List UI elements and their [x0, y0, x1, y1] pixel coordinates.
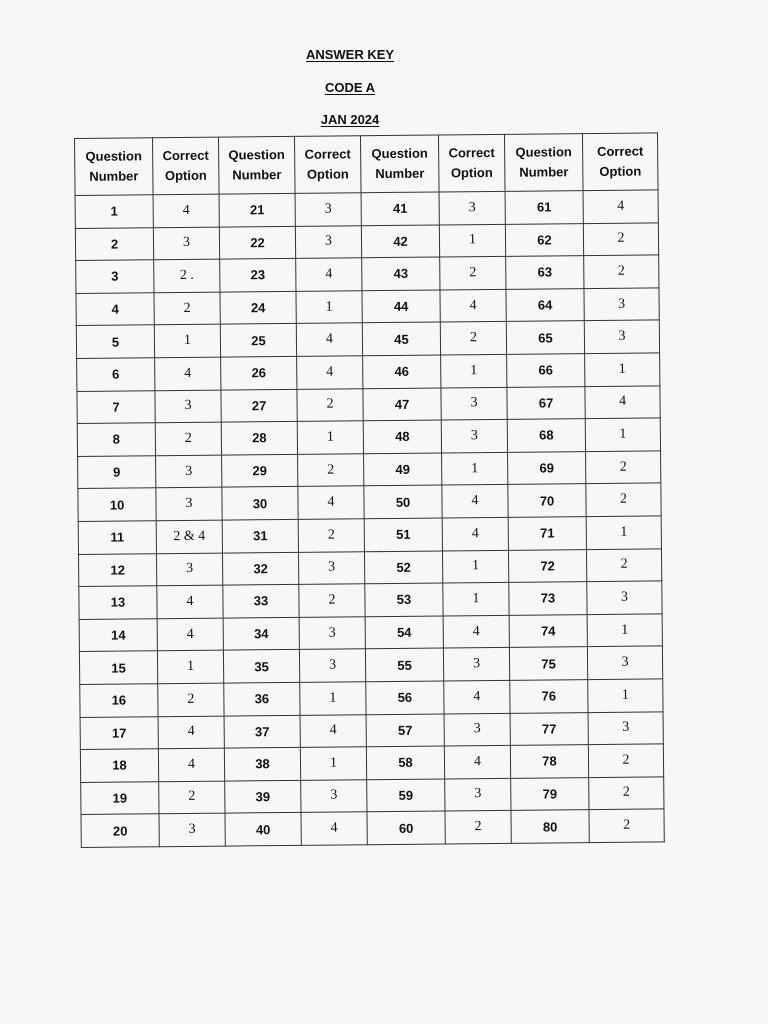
question-number-cell: 65: [506, 321, 584, 354]
question-number-cell: 70: [508, 484, 586, 517]
question-number-cell: 22: [219, 226, 295, 259]
correct-option-cell: 4: [296, 258, 362, 291]
question-number-cell: 37: [224, 715, 300, 748]
correct-option-cell: 4: [296, 323, 362, 356]
correct-option-cell: 2: [586, 548, 661, 581]
correct-option-cell: 3: [588, 711, 663, 744]
correct-option-cell: 2: [445, 811, 511, 844]
table-row: [81, 809, 664, 847]
question-number-cell: 44: [362, 290, 440, 323]
correct-option-cell: 3: [439, 191, 505, 224]
column-header-question-number: Question Number: [360, 135, 439, 193]
correct-option-cell: 2: [297, 388, 363, 421]
question-number-cell: 16: [80, 684, 158, 717]
correct-option-cell: 4: [585, 385, 660, 418]
question-number-cell: 67: [507, 386, 585, 419]
correct-option-cell: 2: [298, 453, 364, 486]
question-number-cell: 38: [224, 747, 300, 780]
question-number-cell: 56: [366, 681, 444, 714]
correct-option-cell: 3: [159, 813, 225, 846]
correct-option-cell: 2: [158, 683, 224, 716]
correct-option-cell: 3: [587, 646, 662, 679]
question-number-cell: 35: [223, 650, 299, 683]
column-header-correct-option: Correct Option: [582, 133, 658, 191]
correct-option-cell: 2: [440, 322, 506, 355]
correct-option-cell: 3: [156, 487, 222, 520]
question-number-cell: 54: [365, 616, 443, 649]
question-number-cell: 29: [222, 454, 298, 487]
correct-option-cell: 3: [444, 713, 510, 746]
correct-option-cell: 1: [586, 516, 661, 549]
correct-option-cell: 4: [442, 517, 508, 550]
answer-key-table: [74, 132, 665, 847]
correct-option-cell: 3: [299, 649, 365, 682]
correct-option-cell: 2: [154, 292, 220, 325]
correct-option-cell: 4: [444, 680, 510, 713]
question-number-cell: 66: [507, 354, 585, 387]
question-number-cell: 36: [224, 682, 300, 715]
correct-option-cell: 2: [584, 255, 659, 288]
question-number-cell: 18: [80, 749, 158, 782]
question-number-cell: 43: [362, 257, 440, 290]
table-body: [75, 190, 664, 847]
question-number-cell: 4: [76, 293, 154, 326]
question-number-cell: 49: [364, 453, 442, 486]
correct-option-cell: 4: [158, 748, 224, 781]
correct-option-cell: 1: [297, 421, 363, 454]
question-number-cell: 63: [506, 256, 584, 289]
correct-option-cell: 4: [153, 194, 219, 227]
question-number-cell: 69: [508, 451, 586, 484]
question-number-cell: 41: [361, 192, 439, 225]
question-number-cell: 9: [78, 455, 156, 488]
question-number-cell: 55: [365, 648, 443, 681]
correct-option-cell: 3: [153, 227, 219, 260]
question-number-cell: 60: [367, 811, 445, 844]
question-number-cell: 5: [76, 325, 154, 358]
question-number-cell: 50: [364, 485, 442, 518]
question-number-cell: 31: [222, 519, 298, 552]
question-number-cell: 1: [75, 195, 153, 228]
correct-option-cell: 2: [159, 781, 225, 814]
correct-option-cell: 1: [585, 418, 660, 451]
question-number-cell: 20: [81, 814, 159, 847]
question-number-cell: 39: [225, 780, 301, 813]
question-number-cell: 11: [78, 521, 156, 554]
question-number-cell: 76: [510, 679, 588, 712]
question-number-cell: 17: [80, 716, 158, 749]
correct-option-cell: 1: [442, 550, 508, 583]
question-number-cell: 6: [77, 358, 155, 391]
question-number-cell: 34: [223, 617, 299, 650]
question-number-cell: 42: [361, 225, 439, 258]
answer-key-title: ANSWER KEY: [305, 47, 395, 62]
question-number-cell: 79: [511, 777, 589, 810]
correct-option-cell: 3: [155, 390, 221, 423]
question-number-cell: 21: [219, 193, 295, 226]
question-number-cell: 46: [363, 355, 441, 388]
question-number-cell: 24: [220, 291, 296, 324]
correct-option-cell: 3: [156, 553, 222, 586]
question-number-cell: 78: [510, 745, 588, 778]
correct-option-cell: 2: [155, 422, 221, 455]
question-number-cell: 2: [75, 227, 153, 260]
correct-option-cell: 1: [443, 582, 509, 615]
question-number-cell: 68: [507, 419, 585, 452]
question-number-cell: 19: [81, 781, 159, 814]
question-number-cell: 53: [365, 583, 443, 616]
question-number-cell: 28: [221, 422, 297, 455]
correct-option-cell: 3: [587, 581, 662, 614]
correct-option-cell: 1: [441, 354, 507, 387]
correct-option-cell: 3: [295, 193, 361, 226]
correct-option-cell: 2: [589, 777, 664, 810]
correct-option-cell: 3: [441, 420, 507, 453]
question-number-cell: 57: [366, 713, 444, 746]
question-number-cell: 3: [76, 260, 154, 293]
question-number-cell: 73: [509, 582, 587, 615]
correct-option-cell: 4: [444, 745, 510, 778]
correct-option-cell: 3: [298, 551, 364, 584]
question-number-cell: 10: [78, 488, 156, 521]
correct-option-cell: 1: [296, 291, 362, 324]
correct-option-cell: 3: [443, 648, 509, 681]
correct-option-cell: 1: [585, 353, 660, 386]
correct-option-cell: 3: [441, 387, 507, 420]
correct-option-cell: 2: [583, 222, 658, 255]
question-number-cell: 23: [220, 259, 296, 292]
correct-option-cell: 4: [301, 812, 367, 845]
question-number-cell: 15: [79, 651, 157, 684]
correct-option-cell: 3: [295, 225, 361, 258]
correct-option-cell: 4: [443, 615, 509, 648]
correct-option-cell: 3: [156, 455, 222, 488]
correct-option-cell: 2 & 4: [156, 520, 222, 553]
column-header-question-number: Question Number: [75, 138, 154, 196]
correct-option-cell: 1: [587, 614, 662, 647]
question-number-cell: 27: [221, 389, 297, 422]
question-number-cell: 80: [511, 810, 589, 843]
correct-option-cell: 2 .: [154, 259, 220, 292]
question-number-cell: 51: [364, 518, 442, 551]
question-number-cell: 8: [77, 423, 155, 456]
date-label: JAN 2024: [320, 112, 380, 127]
question-number-cell: 45: [362, 322, 440, 355]
question-number-cell: 71: [508, 517, 586, 550]
correct-option-cell: 3: [584, 288, 659, 321]
question-number-cell: 61: [505, 191, 583, 224]
correct-option-cell: 3: [301, 779, 367, 812]
table-header-row: [75, 133, 659, 196]
correct-option-cell: 4: [297, 356, 363, 389]
correct-option-cell: 2: [588, 744, 663, 777]
correct-option-cell: 1: [439, 224, 505, 257]
correct-option-cell: 2: [299, 584, 365, 617]
column-header-question-number: Question Number: [218, 136, 295, 194]
correct-option-cell: 4: [583, 190, 658, 223]
question-number-cell: 13: [79, 586, 157, 619]
question-number-cell: 59: [367, 779, 445, 812]
correct-option-cell: 1: [442, 452, 508, 485]
question-number-cell: 52: [364, 551, 442, 584]
correct-option-cell: 2: [586, 451, 661, 484]
question-number-cell: 74: [509, 614, 587, 647]
question-number-cell: 72: [508, 549, 586, 582]
correct-option-cell: 4: [157, 585, 223, 618]
question-number-cell: 25: [220, 324, 296, 357]
correct-option-cell: 4: [157, 618, 223, 651]
question-number-cell: 47: [363, 388, 441, 421]
question-number-cell: 48: [363, 420, 441, 453]
correct-option-cell: 4: [440, 289, 506, 322]
correct-option-cell: 2: [586, 483, 661, 516]
correct-option-cell: 4: [442, 485, 508, 518]
question-number-cell: 32: [222, 552, 298, 585]
correct-option-cell: 1: [300, 682, 366, 715]
correct-option-cell: 1: [157, 650, 223, 683]
correct-option-cell: 3: [445, 778, 511, 811]
correct-option-cell: 3: [299, 616, 365, 649]
code-label: CODE A: [324, 80, 376, 95]
question-number-cell: 64: [506, 288, 584, 321]
correct-option-cell: 1: [588, 679, 663, 712]
question-number-cell: 30: [222, 487, 298, 520]
correct-option-cell: 2: [298, 519, 364, 552]
question-number-cell: 33: [223, 584, 299, 617]
correct-option-cell: 4: [158, 716, 224, 749]
column-header-correct-option: Correct Option: [438, 134, 505, 192]
question-number-cell: 75: [509, 647, 587, 680]
column-header-question-number: Question Number: [504, 134, 583, 192]
column-header-correct-option: Correct Option: [153, 137, 220, 195]
correct-option-cell: 2: [440, 257, 506, 290]
question-number-cell: 58: [366, 746, 444, 779]
correct-option-cell: 1: [300, 747, 366, 780]
question-number-cell: 7: [77, 390, 155, 423]
correct-option-cell: 1: [154, 324, 220, 357]
question-number-cell: 12: [78, 553, 156, 586]
correct-option-cell: 4: [300, 714, 366, 747]
correct-option-cell: 4: [155, 357, 221, 390]
question-number-cell: 26: [221, 356, 297, 389]
column-header-correct-option: Correct Option: [294, 136, 361, 194]
correct-option-cell: 4: [298, 486, 364, 519]
question-number-cell: 62: [505, 223, 583, 256]
question-number-cell: 14: [79, 618, 157, 651]
correct-option-cell: 3: [584, 320, 659, 353]
question-number-cell: 77: [510, 712, 588, 745]
correct-option-cell: 2: [589, 809, 664, 842]
question-number-cell: 40: [225, 813, 301, 846]
